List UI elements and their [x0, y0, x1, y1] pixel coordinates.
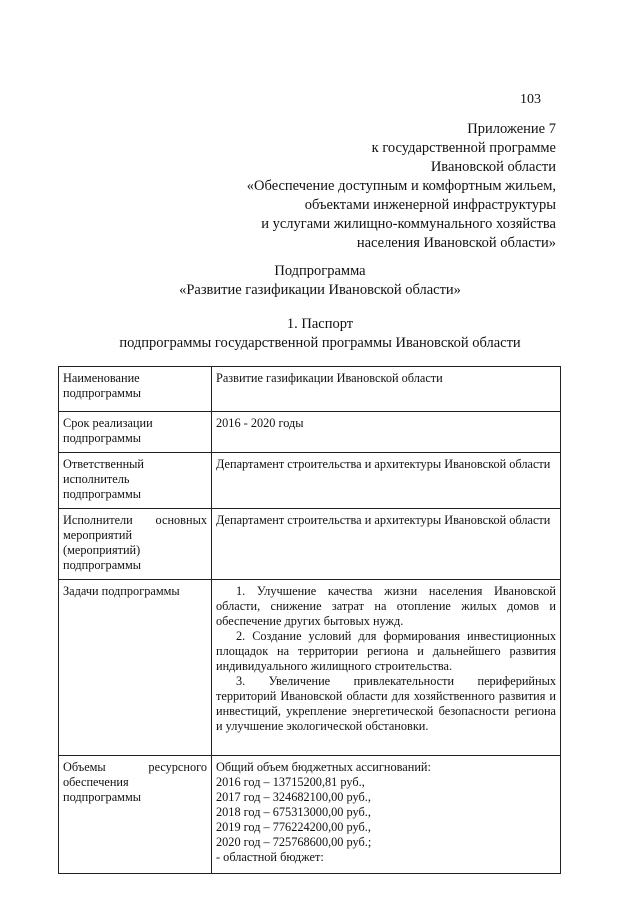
budget-line: - областной бюджет: — [216, 850, 324, 864]
table-row — [59, 453, 561, 509]
table-row — [59, 580, 561, 756]
table-row — [59, 412, 561, 453]
appendix-line: населения Ивановской области» — [356, 235, 556, 251]
appendix-line: Ивановской области — [430, 159, 556, 175]
appendix-line: и услугами жилищно-коммунального хозяйства — [261, 216, 556, 232]
budget-line: 2019 год – 776224200,00 руб., — [216, 820, 371, 834]
passport-table — [58, 366, 561, 874]
budget-line: 2020 год – 725768600,00 руб.; — [216, 835, 372, 849]
row-value: Развитие газификации Ивановской области — [212, 367, 561, 412]
appendix-line: «Обеспечение доступным и комфортным жильем, — [246, 178, 556, 194]
table-row — [59, 756, 561, 874]
budget-line: 2018 год – 675313000,00 руб., — [216, 805, 371, 819]
passport-heading: 1. Паспорт — [286, 316, 354, 332]
subprogram-title — [0, 262, 640, 300]
row-label: Наименование подпрограммы — [59, 367, 212, 412]
row-label: Срок реализации подпрограммы — [59, 412, 212, 453]
passport-subheading: подпрограммы государственной программы Ивановской области — [119, 335, 521, 351]
table-row — [59, 509, 561, 580]
subprogram-name: «Развитие газификации Ивановской области» — [179, 282, 461, 298]
row-label: Объемы ресурсного обеспечения подпрограммы — [59, 756, 212, 874]
row-label: Ответственный исполнитель подпрограммы — [59, 453, 212, 509]
budget-line: 2016 год – 13715200,81 руб., — [216, 775, 365, 789]
row-value: Департамент строительства и архитектуры Ивановской области — [212, 453, 561, 509]
budget-line: 2017 год – 324682100,00 руб., — [216, 790, 371, 804]
row-value: Департамент строительства и архитектуры Ивановской области — [212, 509, 561, 580]
task-item: 1. Улучшение качества жизни населения Ивановской области, снижение затрат на отопление жилых домов и обеспечение других бытовых нужд. — [216, 584, 556, 628]
passport-title — [0, 315, 640, 353]
appendix-header — [247, 120, 556, 253]
appendix-line: Приложение 7 — [467, 121, 556, 137]
page-number: 103 — [520, 92, 541, 107]
table-row — [59, 367, 561, 412]
budget-line: Общий объем бюджетных ассигнований: — [216, 760, 431, 774]
subprogram-label: Подпрограмма — [274, 263, 366, 279]
task-item: 2. Создание условий для формирования инвестиционных площадок на территории региона и дальнейшего развития индивидуального жилищного строительства. — [216, 629, 556, 673]
row-label: Задачи подпрограммы — [59, 580, 212, 756]
row-value — [212, 580, 561, 756]
row-label: Исполнители основных мероприятий (мероприятий) подпрограммы — [59, 509, 212, 580]
row-value — [212, 756, 561, 874]
appendix-line: к государственной программе — [371, 140, 556, 156]
row-value: 2016 - 2020 годы — [212, 412, 561, 453]
appendix-line: объектами инженерной инфраструктуры — [304, 197, 556, 213]
task-item: 3. Увеличение привлекательности периферийных территорий Ивановской области для хозяйственного развития и инвестиций, укрепление энергетической безопасности региона и улучшение экологической обстановки. — [216, 674, 556, 733]
